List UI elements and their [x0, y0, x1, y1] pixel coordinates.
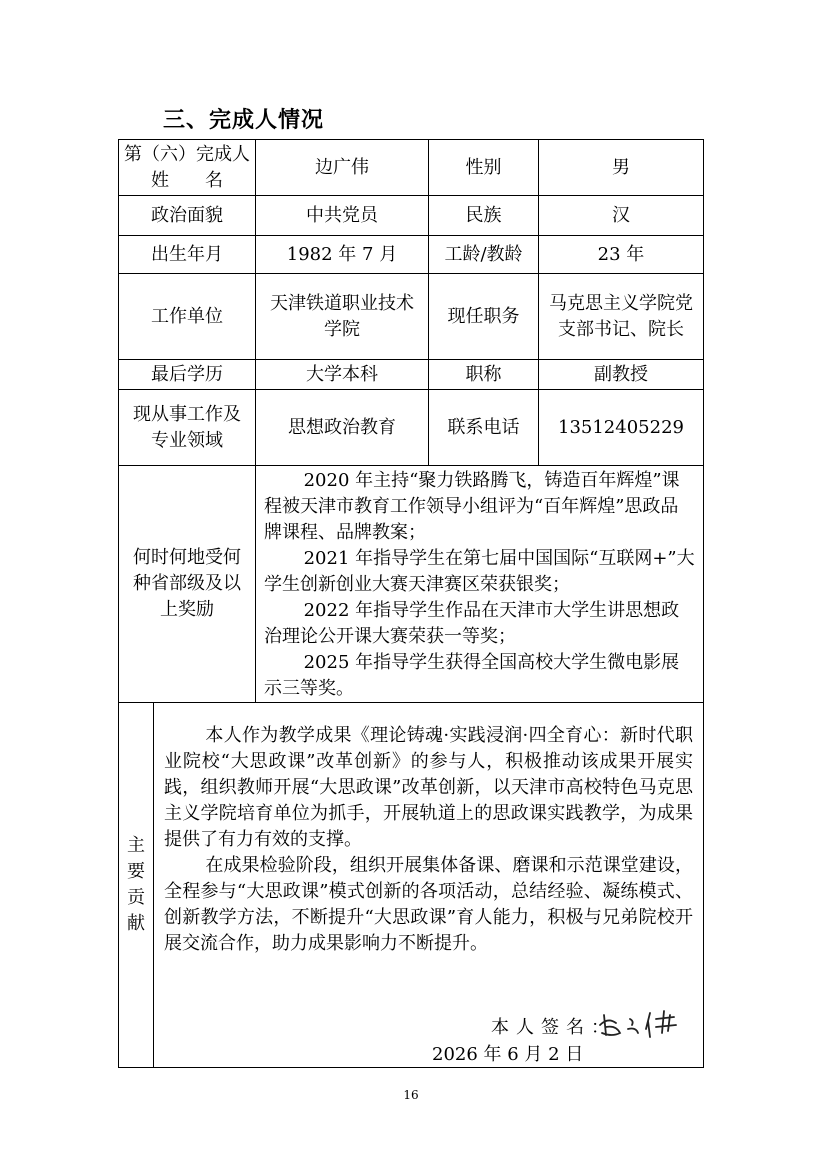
row-field — [119, 390, 704, 466]
award-item: 2025 年指导学生获得全国高校大学生微电影展示三等奖。 — [264, 652, 680, 699]
seniority-label: 工龄/教龄 — [429, 236, 539, 274]
name-label: 第（六）完成人 姓 名 — [119, 140, 256, 196]
ethnicity-label: 民族 — [429, 196, 539, 236]
employer-label: 工作单位 — [119, 274, 256, 360]
field-value: 思想政治教育 — [256, 390, 429, 466]
phone-label: 联系电话 — [429, 390, 539, 466]
contribution-paragraph: 本人作为教学成果《理论铸魂·实践浸润·四全育心：新时代职业院校“大思政课”改革创新》的参与人，积极推动该成果开展实践，组织教师开展“大思政课”改革创新，以天津市高校特色马克思主义学院培育单位为抓手，开展轨道上的思政课实践教学，为成果提供了有力有效的支撑。 — [164, 725, 693, 850]
birth-label: 出生年月 — [119, 236, 256, 274]
row-name — [119, 140, 704, 196]
awards-label: 何时何地受何种省部级及以上奖励 — [119, 466, 256, 703]
gender-value: 男 — [539, 140, 704, 196]
employer-value: 天津铁道职业技术学院 — [256, 274, 429, 360]
gender-label: 性别 — [429, 140, 539, 196]
award-item: 2022 年指导学生作品在天津市大学生讲思想政治理论公开课大赛荣获一等奖； — [264, 600, 680, 647]
award-item: 2021 年指导学生在第七届中国国际“互联网+”大学生创新创业大赛天津赛区荣获银奖； — [264, 548, 695, 595]
seniority-value: 23 年 — [539, 236, 704, 274]
sign-date: 2026 年 6 月 2 日 — [432, 1044, 584, 1065]
completer-info-table — [118, 139, 704, 1068]
education-value: 大学本科 — [256, 360, 429, 390]
handwritten-signature — [594, 1003, 704, 1043]
birth-value: 1982 年 7 月 — [256, 236, 429, 274]
page-number: 16 — [403, 1088, 419, 1102]
education-label: 最后学历 — [119, 360, 256, 390]
ethnicity-value: 汉 — [539, 196, 704, 236]
row-education — [119, 360, 704, 390]
phone-value: 13512405229 — [539, 390, 704, 466]
awards-list — [256, 466, 704, 703]
political-label: 政治面貌 — [119, 196, 256, 236]
contribution-label: 主要贡献 — [119, 703, 154, 1068]
field-label: 现从事工作及专业领域 — [119, 390, 256, 466]
position-value: 马克思主义学院党支部书记、院长 — [539, 274, 704, 360]
row-employer — [119, 274, 704, 360]
political-value: 中共党员 — [256, 196, 429, 236]
name-value: 边广伟 — [256, 140, 429, 196]
title-label: 职称 — [429, 360, 539, 390]
row-political — [119, 196, 704, 236]
row-awards — [119, 466, 704, 703]
contribution-text — [154, 703, 704, 1068]
position-label: 现任职务 — [429, 274, 539, 360]
section-heading: 三、完成人情况 — [163, 108, 325, 133]
row-contribution — [119, 703, 704, 1068]
award-item: 2020 年主持“聚力铁路腾飞，铸造百年辉煌”课程被天津市教育工作领导小组评为“百年辉煌”思政品牌课程、品牌教案； — [264, 470, 680, 543]
signature-label: 本人签名： — [491, 1017, 616, 1038]
row-birth — [119, 236, 704, 274]
contribution-paragraph: 在成果检验阶段，组织开展集体备课、磨课和示范课堂建设，全程参与“大思政课”模式创新的各项活动，总结经验、凝练模式、创新教学方法，不断提升“大思政课”育人能力，积极与兄弟院校开展交流合作，助力成果影响力不断提升。 — [164, 855, 693, 954]
title-value: 副教授 — [539, 360, 704, 390]
